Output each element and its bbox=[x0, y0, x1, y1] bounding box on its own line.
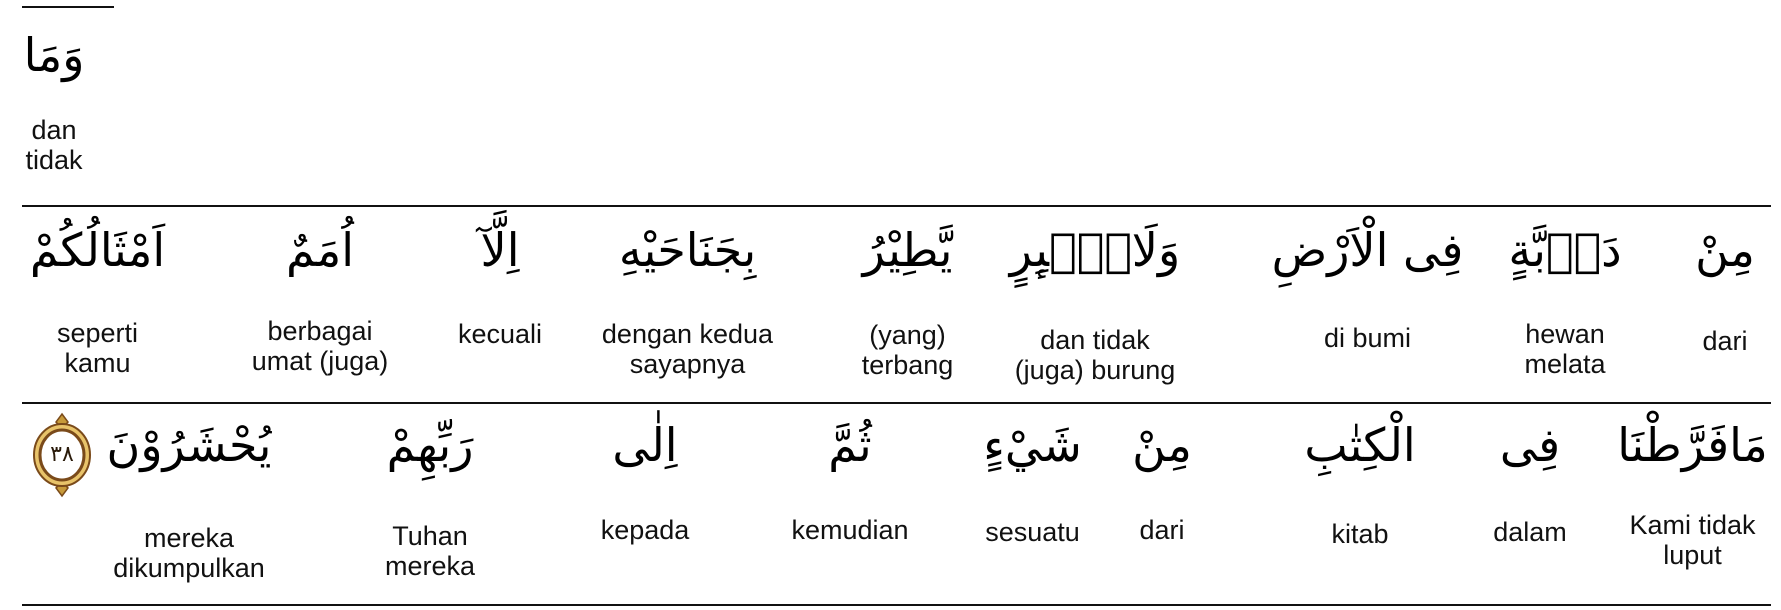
translation-text: Kami tidak luput bbox=[1629, 510, 1756, 570]
word-pair bbox=[100, 415, 278, 585]
arabic-word: وَمَا bbox=[23, 28, 85, 82]
word-pair bbox=[1615, 415, 1770, 585]
row-divider-1 bbox=[22, 205, 1771, 207]
arabic-word: مِنْ bbox=[1132, 418, 1192, 472]
translation-text: dan tidak bbox=[25, 115, 83, 175]
word-pair bbox=[1480, 415, 1580, 585]
word-pair bbox=[10, 25, 98, 180]
ayah-end-marker bbox=[32, 412, 92, 498]
word-pair bbox=[975, 415, 1090, 585]
arabic-word: الْكِتٰبِ bbox=[1304, 418, 1416, 472]
word-pair bbox=[780, 415, 920, 585]
arabic-word: اِلٰى bbox=[612, 418, 678, 472]
word-pair bbox=[1000, 220, 1190, 385]
arabic-word: مِنْ bbox=[1695, 223, 1755, 277]
word-pair bbox=[360, 415, 500, 585]
row-divider-2 bbox=[22, 402, 1771, 404]
translation-text: kepada bbox=[600, 515, 690, 545]
arabic-word: دَاۤبَّةٍ bbox=[1508, 223, 1622, 277]
arabic-word: شَيْءٍ bbox=[983, 418, 1082, 472]
word-pair bbox=[590, 220, 785, 380]
arabic-word: بِجَنَاحَيْهِ bbox=[618, 223, 757, 277]
translation-text: kecuali bbox=[457, 319, 543, 349]
word-pair bbox=[10, 220, 185, 380]
translation-text: dari bbox=[1702, 326, 1748, 356]
translation-text: mereka dikumpulkan bbox=[113, 523, 265, 583]
word-pair bbox=[585, 415, 705, 585]
arabic-word: اَمْثَالُكُمْ bbox=[29, 223, 166, 277]
word-pair bbox=[225, 220, 415, 380]
word-pair bbox=[1505, 220, 1625, 380]
arabic-word: يَّطِيْرُ bbox=[862, 223, 953, 277]
translation-text: dari bbox=[1139, 515, 1185, 545]
word-pair bbox=[1270, 415, 1450, 585]
translation-text: hewan melata bbox=[1524, 319, 1606, 379]
translation-text: di bumi bbox=[1323, 323, 1412, 353]
arabic-word: فِى bbox=[1499, 418, 1561, 472]
arabic-word: يُحْشَرُوْنَ bbox=[106, 418, 272, 472]
arabic-word: مَافَرَّطْنَا bbox=[1617, 418, 1768, 472]
word-pair bbox=[440, 220, 560, 380]
word-pair bbox=[1270, 220, 1465, 380]
translation-text: berbagai umat (juga) bbox=[251, 316, 389, 376]
arabic-word: اُمَمٌ bbox=[285, 223, 355, 277]
word-pair bbox=[840, 220, 975, 380]
translation-text: (yang) terbang bbox=[861, 320, 954, 380]
translation-text: seperti kamu bbox=[56, 318, 139, 378]
arabic-word: ثُمَّ bbox=[828, 418, 872, 472]
translation-text: sesuatu bbox=[985, 517, 1080, 547]
word-pair bbox=[1675, 220, 1775, 380]
word-pair bbox=[1122, 415, 1202, 585]
translation-text: kitab bbox=[1331, 519, 1389, 549]
row-divider-3 bbox=[22, 604, 1771, 606]
translation-text: dalam bbox=[1493, 517, 1567, 547]
arabic-word: وَلَاطٰۤىِٕرٍ bbox=[1009, 223, 1181, 277]
translation-text: dengan kedua sayapnya bbox=[601, 319, 774, 379]
translation-text: kemudian bbox=[791, 515, 909, 545]
top-partial-rule bbox=[22, 6, 114, 8]
arabic-word: اِلَّآ bbox=[480, 223, 520, 277]
translation-text: dan tidak (juga) burung bbox=[1014, 325, 1176, 385]
arabic-word: فِى الْاَرْضِ bbox=[1271, 223, 1464, 277]
translation-text: Tuhan mereka bbox=[384, 521, 476, 581]
arabic-word: رَبِّهِمْ bbox=[386, 418, 474, 472]
ayah-number: ٣٨ bbox=[50, 442, 74, 467]
